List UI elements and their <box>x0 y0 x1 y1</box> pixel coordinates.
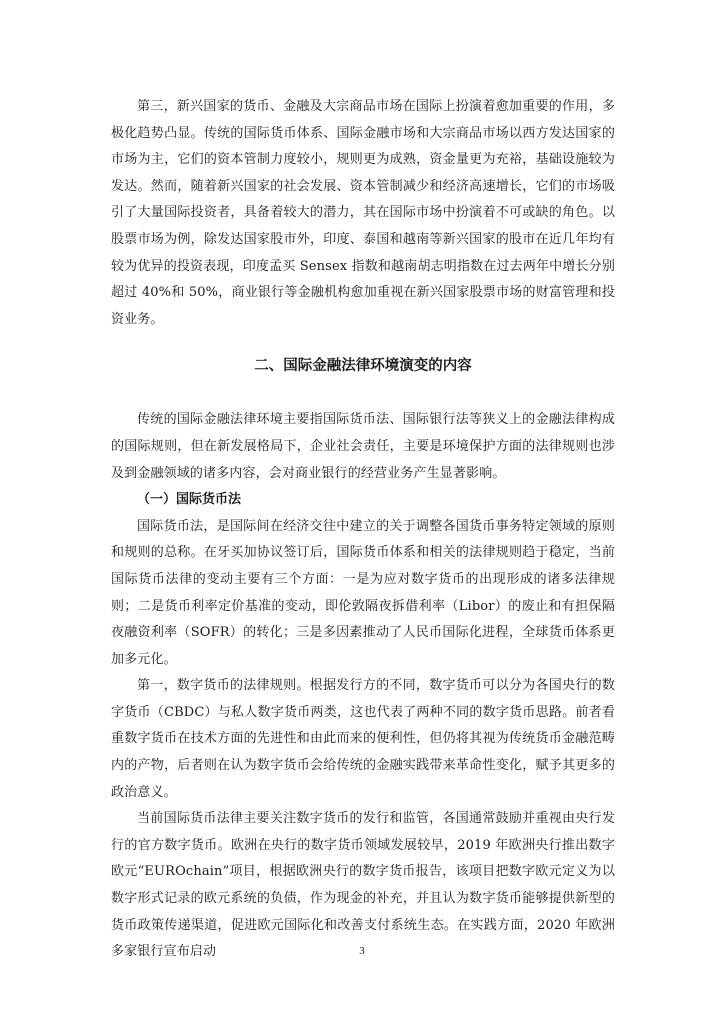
subsection-heading: （一）国际货币法 <box>137 492 242 508</box>
section-heading: 二、国际金融法律环境演变的内容 <box>254 358 472 375</box>
paragraph: 当前国际货币法律主要关注数字货币的发行和监管，各国通常鼓励并重视由央行发行的官方数字货币。欧洲在央行的数字货币领域发展较早，2019 年欧洲央行推出数字欧元“EUROchain”项目，根据欧洲央行的数字货币报告，该项目把数字欧元定义为以数字形式记录的欧元系统的负债，作为现金的补充，并且认为数字货币能够提供新型的货币政策传递渠道，促进欧元国际化和改善支付系统生态。在实践方面，2020 年欧洲多家银行宣布启动 <box>111 811 615 960</box>
paragraph: 第三，新兴国家的货币、金融及大宗商品市场在国际上扮演着愈加重要的作用，多极化趋势凸显。传统的国际货币体系、国际金融市场和大宗商品市场以西方发达国家的市场为主，它们的资本管制力度较小，规则更为成熟，资金量更为充裕，基础设施较为发达。然而，随着新兴国家的社会发展、资本管制减少和经济高速增长，它们的市场吸引了大量国际投资者，具备着较大的潜力，其在国际市场中扮演着不可或缺的角色。以股票市场为例，除发达国家股市外，印度、泰国和越南等新兴国家的股市在近几年均有较为优异的投资表现，印度孟买 Sensex 指数和越南胡志明指数在过去两年中增长分别超过 40%和 50%，商业银行等金融机构愈加重视在新兴国家股票市场的财富管理和投资业务。 <box>111 99 615 327</box>
paragraph: 第一，数字货币的法律规则。根据发行方的不同，数字货币可以分为各国央行的数字货币（CBDC）与私人数字货币两类，这也代表了两种不同的数字货币思路。前者看重数字货币在技术方面的先进性和由此而来的便利性，但仍将其视为传统货币金融范畴内的产物，后者则在认为数字货币会给传统的金融实践带来革命性变化，赋予其更多的政治意义。 <box>111 678 615 800</box>
paragraph: 传统的国际金融法律环境主要指国际货币法、国际银行法等狭义上的金融法律构成的国际规则，但在新发展格局下，企业社会责任，主要是环境保护方面的法律规则也涉及到金融领域的诸多内容，会对商业银行的经营业务产生显著影响。 <box>111 412 615 481</box>
page-number: 3 <box>359 945 365 957</box>
page-body <box>111 94 615 966</box>
paragraph: 国际货币法，是国际间在经济交往中建立的关于调整各国货币事务特定领域的原则和规则的总称。在牙买加协议签订后，国际货币体系和相关的法律规则趋于稳定，当前国际货币法律的变动主要有三个方面：一是为应对数字货币的出现形成的诸多法律规则；二是货币利率定价基准的变动，即伦敦隔夜拆借利率（Libor）的废止和有担保隔夜融资利率（SOFR）的转化；三是多因素推动了人民币国际化进程，全球货币体系更加多元化。 <box>111 518 615 667</box>
